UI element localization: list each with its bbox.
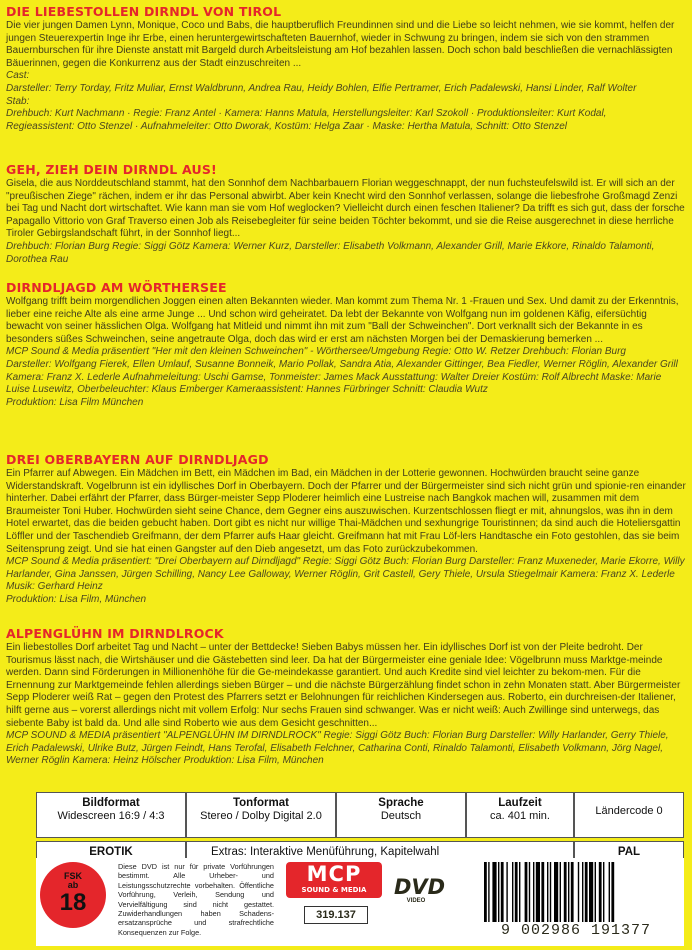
credit-line: Regieassistent: Otto Stenzel · Aufnahmeleiter: Otto Dworak, Kostüm: Helga Zaar · Maske: Hertha Matula, Schnitt: Otto Stenzel: [6, 120, 567, 132]
legal-strip: [36, 858, 684, 946]
laufzeit-cell: [466, 792, 574, 838]
movie-synopsis: Ein Pfarrer auf Abwegen. Ein Mädchen im Bett, ein Mädchen im Bad, ein Mädchen in der Lotterie gewonnen. Hochwürden braucht seine ganze Widerstandskraft. Vogelbrunn ist ein idyllisches Dorf in Oberbayern. Doch der Pfarrer und der Bürgermeister sind sich nicht grün und spionie-ren einander hinterher. Dabei erfährt der Pfarrer, dass Bürger-meister Sepp Ploderer heimlich eine Lustreise nach Bangkok machen will, zusammen mit dem Braumeister Toni Huber. Hochwürden sieht seine Chance, dem Gegner eins auszuwischen. Kurzentschlossen fliegt er mit, ahnungslos, was ihn in dem Hotel erwartet, das die beiden gebucht haben. Dort gibt es nicht nur willige Thai-Mädchen und sexhungrige Touristinnen; da sind auch die Hoteliersgattin Löffler und der Taschendieb Greifmann, der dem Pfarrer aufs Haar gleicht. Greifmann hat mit Frau Löf-lers Handtasche ein Foto gestohlen, das sie beim Seitensprung zeigt. Und sie hat einen Gangster auf den Dieb angesetzt, um das Foto zurückzubekommen.: [6, 468, 686, 555]
laufzeit-label: Laufzeit: [498, 797, 542, 809]
legal-notice: Diese DVD ist nur für private Vorführungen bestimmt. Alle Urheber- und Leistungsschutzrechte vorbehalten. Öffentliche Vorführung, Verleih, Sendung und Vervielfältigung sind nicht gestattet. Zuwiderhandlungen haben Schadens-ersatzansprüche und strafrechtliche Konsequenzen zur Folge.: [118, 862, 274, 937]
dvd-video-logo: [394, 876, 464, 916]
dvd-logo-text: DVD: [394, 875, 446, 899]
barcode-number: 9 002986 191377: [500, 922, 652, 939]
catalog-number: 319.137: [304, 906, 368, 924]
bildformat-value: Widescreen 16:9 / 4:3: [57, 810, 165, 822]
tonformat-cell: [186, 792, 336, 838]
mcp-logo-text: MCP: [306, 862, 362, 886]
bildformat-label: Bildformat: [82, 797, 140, 809]
fsk-age: 18: [59, 889, 87, 916]
credit-line: MCP Sound & Media präsentiert "Her mit den kleinen Schweinchen" - Wörthersee/Umgebung Regie: Otto W. Retzer Drehbuch: Florian Burg: [6, 346, 626, 358]
credit-line: Stab:: [6, 95, 30, 107]
sprache-cell: [336, 792, 466, 838]
credit-line: Produktion: Lisa Film, München: [6, 593, 147, 605]
movie-2: [6, 162, 686, 266]
movie-1: [6, 4, 686, 133]
movie-5: [6, 626, 686, 768]
tonformat-label: Tonformat: [232, 797, 289, 809]
movie-4: [6, 452, 686, 607]
genre-cell: EROTIK: [36, 841, 186, 863]
barcode: [476, 862, 676, 939]
movie-3: [6, 280, 686, 409]
movie-synopsis: Wolfgang trifft beim morgendlichen Joggen einen alten Bekannten wieder. Man kommt zum Thema Nr. 1 -Frauen und Sex. Und damit zu der Erkenntnis, lieber eine reiche Alte als eine arme Junge ... Und schon wird geheiratet. Da lebt der Bekannte von Wolfgang nun im goldenen Käfig, eifersüchtig bewacht von seiner hässlichen Olga. Wolfgang hat Mitleid und nimmt ihn mit zum "Ball der Schweinchen". Dort verknallt sich der Bekannte in es besonders süßes Schweinchen, seine angetraute Olga, doch das wird er erst am nächsten Morgen bei der Demaskierung bemerken ...: [6, 296, 679, 345]
mcp-logo: [286, 862, 382, 898]
movie-synopsis: Gisela, die aus Norddeutschland stammt, hat den Sonnhof dem Nachbarbauern Florian weggeschnappt, der nun fuchsteufelswild ist. Er will sich an der "preußischen Ziege" rächen, indem er ihr das Personal abwirbt. Aber kein Knecht wird den Sonnhof verlassen, solange die liebesfrohe Großmagd Zenzi bei Tag und Nacht dort wirtschaftet. Wie kann man sie vom Hof weglocken? Vielleicht durch einen feschen Italiener? Da trifft es sich gut, dass der forsche Papagallo Vittorio von Graf Traverso einen Job als Reisebegleiter für seine beiden Töchter bekommt, und sie die Reise ausgerechnet in diese herrliche Tiroler Gebirgslandschaft führt, in der Sonnhof liegt...: [6, 178, 685, 240]
credit-line: Produktion: Lisa Film München: [6, 396, 144, 408]
sprache-label: Sprache: [378, 797, 424, 809]
credit-line: Darsteller: Wolfgang Fierek, Ellen Umlauf, Susanne Bonneik, Mario Pollak, Sandra Atia, Alexander Gittinger, Bea Fiedler, Werner Röglin, Alexander Grill Kamera: Franz X. Lederle Aufnahmeleitung: Uschi Gamse, Tonmeister: James Mack Ausstattung: Walter Dreier Kostüm: Rolf Albrecht Maske: Marie Luise Lusewitz, Oberbeleuchter: Klaus Emberger Kameraassistent: Hannes Fürbringer Schnitt: Claudia Wutz: [6, 358, 678, 396]
credit-line: MCP SOUND & MEDIA präsentiert "ALPENGLÜHN IM DIRNDLROCK" Regie: Siggi Götz Buch: Florian Burg Darsteller: Willy Harlander, Gerry Thiele, Erich Padalewski, Ulrike Butz, Jürgen Feindt, Hans Terofal, Elisabeth Felchner, Catharina Conti, Rinaldo Talamonti, Elisabeth Volkmann, Jörg Nagel, Werner Röglin Kamera: Heinz Hölscher Produktion: Lisa Film, München: [6, 730, 669, 767]
fsk-label: FSK: [64, 871, 82, 881]
fsk-18-badge: [40, 862, 106, 928]
sprache-value: Deutsch: [380, 810, 422, 822]
credit-line: Drehbuch: Florian Burg Regie: Siggi Götz Kamera: Werner Kurz, Darsteller: Elisabeth Volkmann, Alexander Grill, Marie Ekkore, Rinaldo Talamonti, Dorothea Rau: [6, 240, 655, 265]
credit-line: Cast:: [6, 70, 30, 82]
movie-title: GEH, ZIEH DEIN DIRNDL AUS!: [6, 162, 217, 177]
movie-synopsis: Die vier jungen Damen Lynn, Monique, Coco und Babs, die hauptberuflich Freundinnen sind und die Liebe so leicht nehmen, wie sie kommt, helfen der jungen Steuerexpertin Inge ihr Erbe, einen heruntergewirtschafteten Bauernhof, wieder in Schwung zu bringen, indem sie sich von den strammen Bauernburschen für ihre Dienste anstatt mit Bargeld durch Arbeitsleistung am Hof bezahlen lassen. Doch schon bald beschließen die vernachlässigten Bäuerinnen, gegen die Konkurrenz aus der Stadt einzuschreiten ...: [6, 20, 675, 69]
movie-title: DREI OBERBAYERN AUF DIRNDLJAGD: [6, 452, 269, 467]
extras-cell: Extras: Interaktive Menüführung, Kapitelwahl: [186, 841, 574, 863]
movie-title: ALPENGLÜHN IM DIRNDLROCK: [6, 626, 224, 641]
norm-cell: PAL: [574, 841, 684, 863]
credit-line: Darsteller: Terry Torday, Fritz Muliar, Ernst Waldbrunn, Andrea Rau, Heidy Bohlen, Elfie Pertramer, Erich Padalewski, Hansi Linder, Ralf Wolter: [6, 82, 637, 94]
movie-title: DIE LIEBESTOLLEN DIRNDL VON TIROL: [6, 4, 282, 19]
tonformat-value: Stereo / Dolby Digital 2.0: [200, 810, 322, 822]
laendercode-cell: [574, 792, 684, 838]
barcode-bars: [484, 862, 670, 922]
mcp-logo-sub: SOUND & MEDIA: [301, 886, 367, 894]
credit-line: Drehbuch: Kurt Nachmann · Regie: Franz Antel · Kamera: Hanns Matula, Herstellungsleiter: Karl Szokoll · Produktionsleiter: Kurt Kodal,: [6, 108, 607, 120]
tech-info-table: [36, 792, 684, 863]
dvd-logo-sub: VIDEO: [406, 898, 426, 904]
laendercode-value: Ländercode 0: [595, 805, 663, 817]
bildformat-cell: [36, 792, 186, 838]
fsk-ab-label: ab: [67, 880, 79, 890]
movie-title: DIRNDLJAGD AM WÖRTHERSEE: [6, 280, 227, 295]
credit-line: MCP Sound & Media präsentiert: "Drei Oberbayern auf Dirndljagd" Regie: Siggi Götz Buch: Florian Burg Darsteller: Franz Muxeneder, Marie Ekorre, Willy Harlander, Gina Janssen, Jürgen Schilling, Nancy Lee Galloway, Werner Röglin, Grit Castell, Gery Thiele, Ursula Stiegelmair Kamera: Franz X. Lederle Musik: Gerhard Heinz: [6, 556, 685, 593]
laufzeit-value: ca. 401 min.: [490, 810, 550, 822]
movie-synopsis: Ein liebestolles Dorf arbeitet Tag und Nacht – unter der Bettdecke! Sieben Babys müssen her. Ein idyllisches Dorf ist von der Pleite bedroht. Der Tourismus lässt nach, die Wirtshäuser und die Gästebetten sind leer. Da hat der Bürgermeister eine geniale Idee: Vögelbrunn muss Marktge-meinde werden. Dann sind Förderungen in Millionenhöhe für die Ge-meindekasse garantiert. Und auch Kredite sind viel leichter zu bekom-men. Für die Ernennung zur Marktgemeinde fehlen allerdings sieben Bürger – und die nächste Bürgerzählung findet schon in zehn Monaten statt. Aber Bürgermeister Sepp Ploderer weiß Rat – gegen den Protest des Pfarrers setzt er Belohnungen für reichlichen Kindersegen aus. Roberto, ein durchreisen-der Italiener, hilft gerne aus – vorerst allerdings nicht mit vollem Erfolg: Nur sechs Frauen sind schwanger. Was er nicht weiß: Auch Zwillinge sind unterwegs, das siebente Baby ist bald da. Und alle sind Roberto wie aus dem Gesicht geschnitten...: [6, 642, 681, 729]
